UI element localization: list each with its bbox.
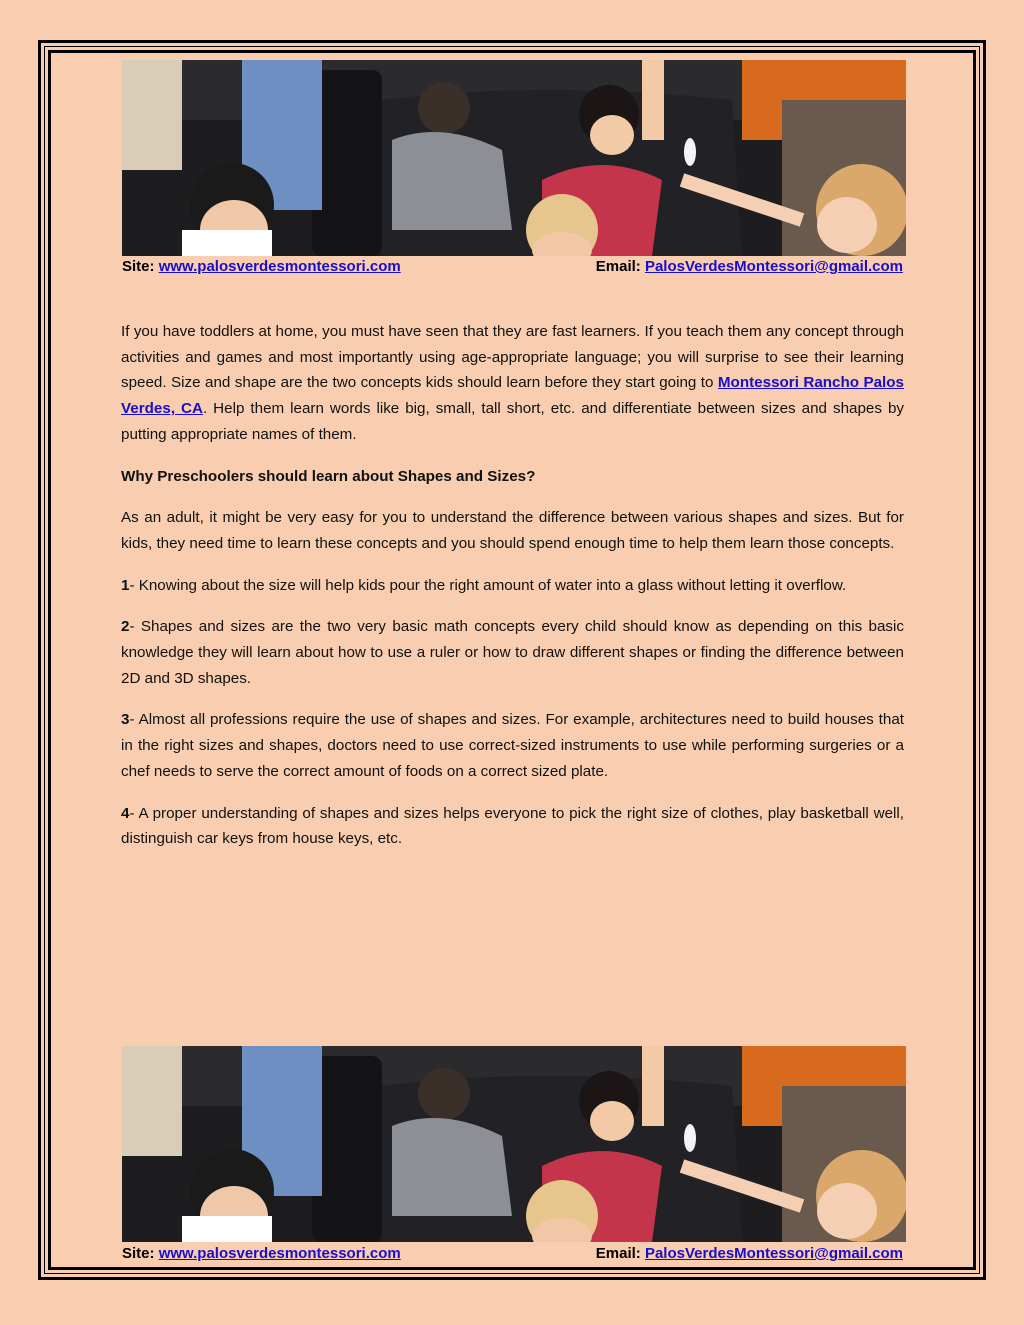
header-photo	[122, 60, 906, 256]
site-info	[122, 258, 401, 275]
article-body	[121, 319, 904, 868]
email-info	[596, 1245, 903, 1262]
email-link[interactable]: PalosVerdesMontessori@gmail.com	[644, 258, 903, 275]
footer-contact	[122, 1245, 906, 1267]
email-info	[596, 258, 903, 275]
email-label: Email:	[595, 258, 645, 275]
section-heading: Why Preschoolers should learn about Shapes and Sizes?	[121, 467, 536, 485]
site-link[interactable]: www.palosverdesmontessori.com	[158, 1245, 401, 1262]
header-contact	[122, 258, 906, 280]
site-info	[122, 1245, 401, 1262]
adult-paragraph: As an adult, it might be very easy for you to understand the difference between various shapes and sizes. But for kids, they need time to learn these concepts and you should spend enough time to help them learn those concepts.	[121, 509, 904, 552]
site-label: Site:	[122, 258, 159, 275]
email-label: Email:	[595, 1245, 645, 1262]
point-1: 1- Knowing about the size will help kids pour the right amount of water into a glass without letting it overflow.	[121, 576, 847, 594]
footer-photo	[122, 1046, 906, 1242]
site-label: Site:	[122, 1245, 159, 1262]
point-3: 3- Almost all professions require the use of shapes and sizes. For example, architectures need to build houses that in the right sizes and shapes, doctors need to use correct-sized instruments to use while performing surgeries or a chef needs to serve the correct amount of foods on a correct sized plate.	[121, 711, 904, 780]
email-link[interactable]: PalosVerdesMontessori@gmail.com	[644, 1245, 903, 1262]
point-4: 4- A proper understanding of shapes and sizes helps everyone to pick the right size of clothes, play basketball well, distinguish car keys from house keys, etc.	[121, 804, 904, 848]
point-2: 2- Shapes and sizes are the two very basic math concepts every child should know as depending on this basic knowledge they will learn about how to use a ruler or how to draw different shapes or finding the difference between 2D and 3D shapes.	[121, 618, 904, 687]
site-link[interactable]: www.palosverdesmontessori.com	[158, 258, 401, 275]
montessori-link[interactable]: Montessori Rancho Palos Verdes, CA	[121, 374, 904, 418]
intro-paragraph: If you have toddlers at home, you must have seen that they are fast learners. If you teach them any concept through activities and games and most importantly using age-appropriate language; you will surprise to see their learning speed. Size and shape are the two concepts kids should learn before they start going to Montessori Rancho Palos Verdes, CA. Help them learn words like big, small, tall short, etc. and differentiate between sizes and shapes by putting appropriate names of them.	[121, 323, 904, 443]
